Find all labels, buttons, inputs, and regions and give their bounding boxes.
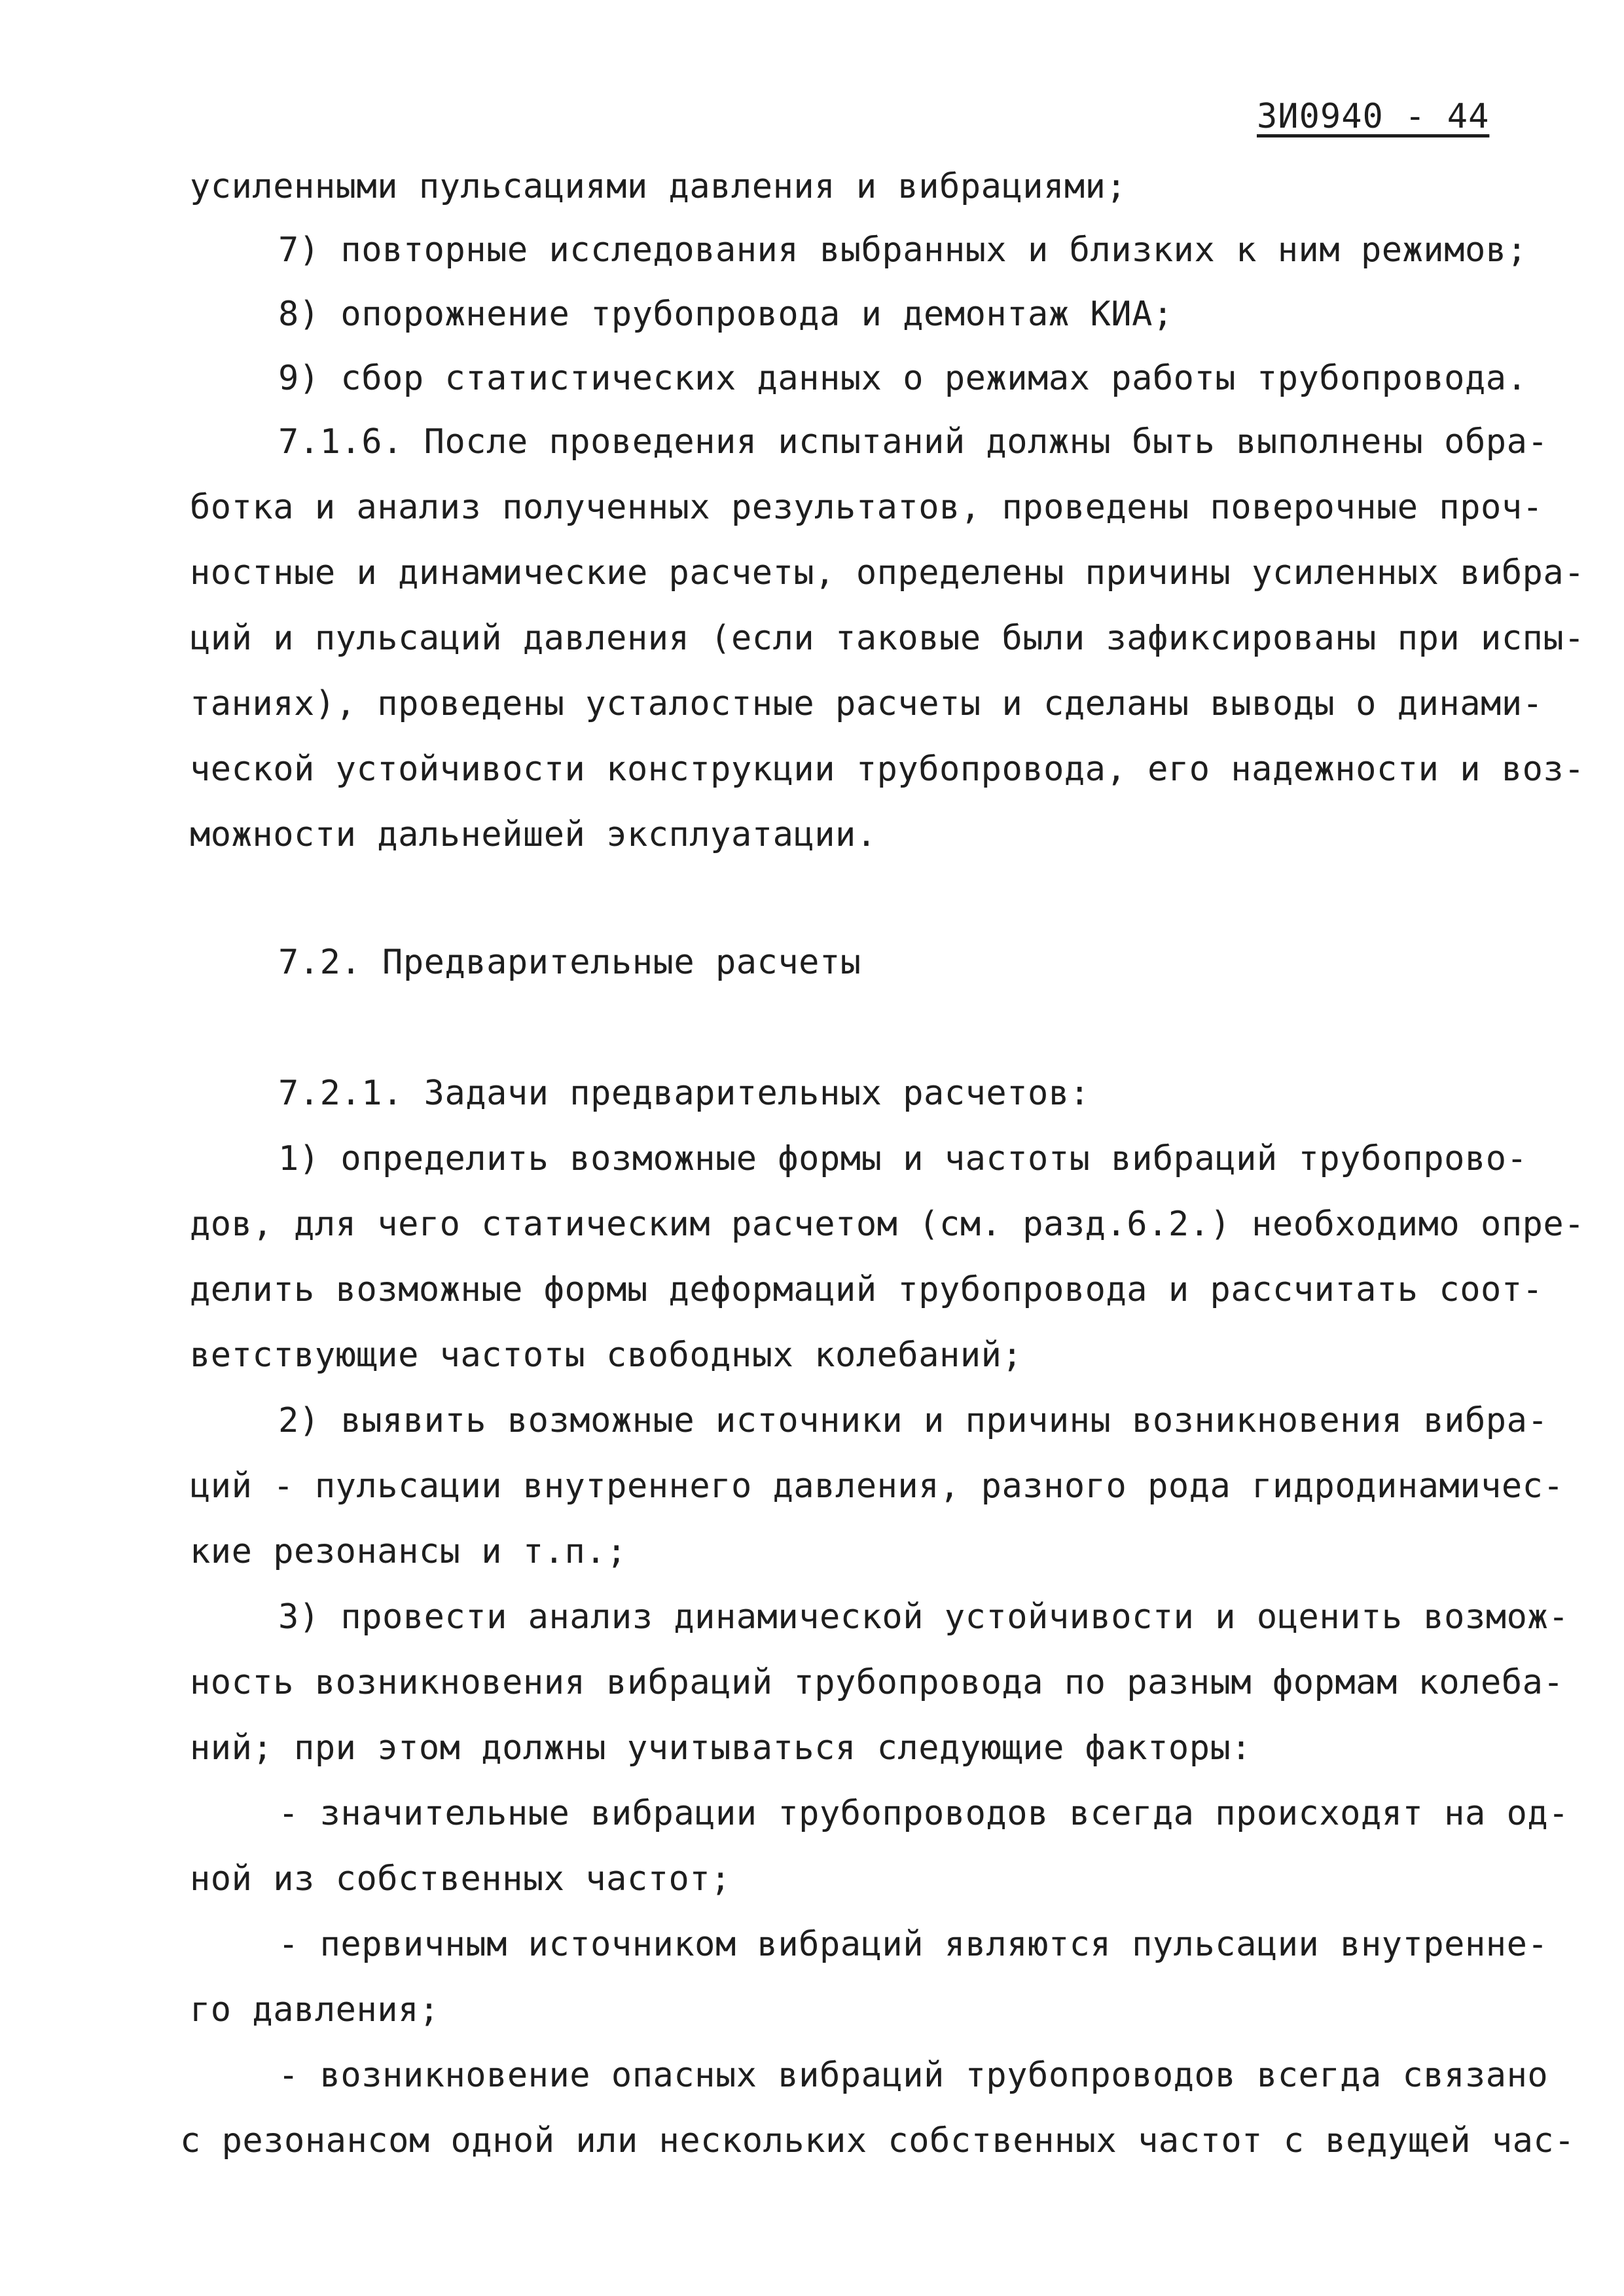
text-line: дов, для чего статическим расчетом (см. разд.6.2.) необходимо опре-: [190, 1205, 1585, 1244]
text-line: 1) определить возможные формы и частоты вибраций трубопрово-: [278, 1139, 1528, 1178]
text-line: - значительные вибрации трубопроводов всегда происходят на од-: [278, 1794, 1570, 1833]
text-line: ний; при этом должны учитываться следующие факторы:: [190, 1728, 1252, 1768]
text-line: ческой устойчивости конструкции трубопровода, его надежности и воз-: [190, 750, 1585, 789]
text-line: го давления;: [190, 1990, 440, 2030]
text-line: - первичным источником вибраций являются пульсации внутренне-: [278, 1925, 1549, 1964]
text-line: 9) сбор статистических данных о режимах работы трубопровода.: [278, 359, 1528, 398]
text-line: таниях), проведены усталостные расчеты и сделаны выводы о динами-: [190, 684, 1543, 723]
text-line: 7) повторные исследования выбранных и близких к ним режимов;: [278, 230, 1528, 270]
text-line: 8) опорожнение трубопровода и демонтаж КИА;: [278, 295, 1174, 334]
text-line: ностные и динамические расчеты, определены причины усиленных вибра-: [190, 553, 1585, 592]
text-line: 3) провести анализ динамической устойчивости и оценить возмож-: [278, 1597, 1570, 1637]
text-line: ций и пульсаций давления (если таковые были зафиксированы при испы-: [190, 619, 1585, 658]
text-line: ной из собственных частот;: [190, 1859, 731, 1899]
text-line: 2) выявить возможные источники и причины возникновения вибра-: [278, 1401, 1549, 1440]
text-line: 7.2.1. Задачи предварительных расчетов:: [278, 1074, 1091, 1113]
page-number: ЗИ0940 - 44: [1257, 97, 1490, 136]
section-heading: 7.2. Предварительные расчеты: [278, 943, 861, 982]
text-line: ботка и анализ полученных результатов, проведены поверочные проч-: [190, 488, 1543, 527]
text-line: ций - пульсации внутреннего давления, разного рода гидродинамичес-: [190, 1467, 1564, 1506]
text-line: делить возможные формы деформаций трубопровода и рассчитать соот-: [190, 1270, 1543, 1309]
text-line: усиленными пульсациями давления и вибрациями;: [190, 167, 1127, 206]
text-line: кие резонансы и т.п.;: [190, 1532, 627, 1571]
text-line: 7.1.6. После проведения испытаний должны быть выполнены обра-: [278, 422, 1549, 462]
text-line: с резонансом одной или нескольких собственных частот с ведущей час-: [180, 2121, 1576, 2160]
text-line: - возникновение опасных вибраций трубопроводов всегда связано: [278, 2056, 1549, 2095]
text-line: можности дальнейшей эксплуатации.: [190, 815, 877, 854]
text-line: ность возникновения вибраций трубопровода по разным формам колеба-: [190, 1663, 1564, 1702]
text-line: ветствующие частоты свободных колебаний;: [190, 1336, 1023, 1375]
